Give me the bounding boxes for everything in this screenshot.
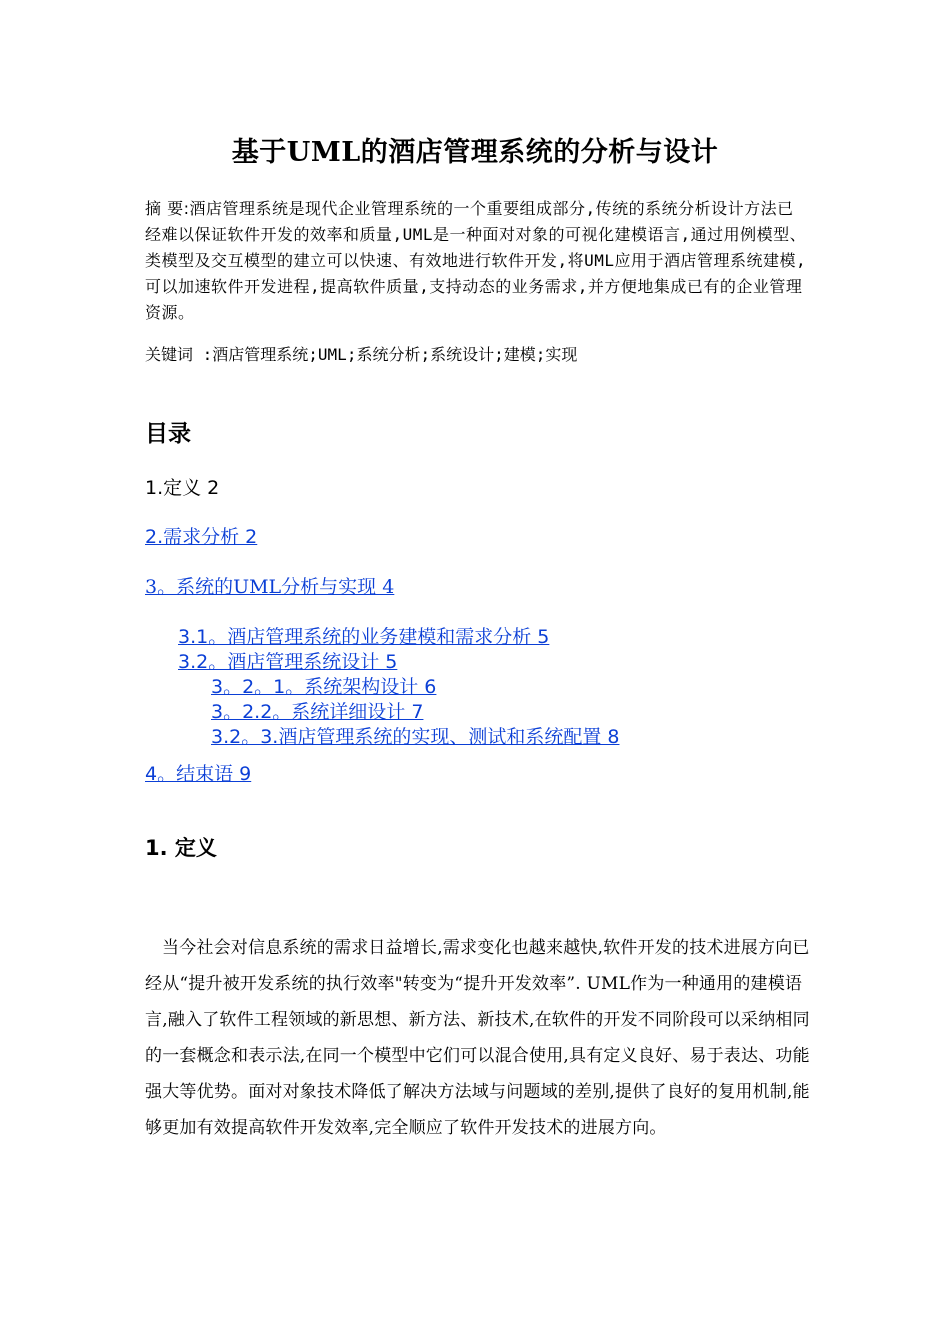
toc-item-definition: 1.定义 2 — [145, 477, 220, 499]
toc-link-implementation[interactable]: 3.2。3.酒店管理系统的实现、测试和系统配置 8 — [211, 726, 620, 748]
toc-title: 目录 — [145, 421, 191, 447]
toc-link-requirements[interactable]: 2.需求分析 2 — [145, 526, 258, 548]
toc-link-business-modeling[interactable]: 3.1。酒店管理系统的业务建模和需求分析 5 — [178, 626, 550, 648]
toc-link-conclusion[interactable]: 4。结束语 9 — [145, 763, 252, 785]
keywords-text: :酒店管理系统;UML;系统分析;系统设计;建模;实现 — [193, 345, 578, 364]
toc-link-detailed-design[interactable]: 3。2.2。系统详细设计 7 — [211, 701, 424, 723]
abstract-label: 摘 要: — [145, 199, 190, 218]
abstract-text: 酒店管理系统是现代企业管理系统的一个重要组成部分,传统的系统分析设计方法已经难以保证软件开发的效率和质量,UML是一种面对对象的可视化建模语言,通过用例模型、类模型及交互模型的建立可以快速、有效地进行软件开发,将UML应用于酒店管理系统建模,可以加速软件开发进程,提高软件质量,支持动态的业务需求,并方便地集成已有的企业管理资源。 — [145, 199, 807, 322]
toc-link-architecture-design[interactable]: 3。2。1。系统架构设计 6 — [211, 676, 437, 698]
toc-link-system-design[interactable]: 3.2。酒店管理系统设计 5 — [178, 651, 398, 673]
keywords-label: 关键词 — [145, 345, 194, 364]
section-paragraph: 当今社会对信息系统的需求日益增长,需求变化也越来越快,软件开发的技术进展方向已经从“提升被开发系统的执行效率"转变为“提升开发效率”. UML作为一种通用的建模语言,融入了软件工程领域的新思想、新方法、新技术,在软件的开发不同阶段可以采纳相同的一套概念和表示法,在同一个模型中它们可以混合使用,具有定义良好、易于表达、功能强大等优势。面对对象技术降低了解决方法域与问题域的差别,提供了良好的复用机制,能够更加有效提高软件开发效率,完全顺应了软件开发技术的进展方向。 — [145, 938, 810, 1138]
section-heading-definition: 1. 定义 — [145, 836, 217, 860]
toc-link-uml-analysis[interactable]: 3。系统的UML分析与实现 4 — [145, 576, 395, 598]
document-title: 基于UML的酒店管理系统的分析与设计 — [231, 137, 719, 168]
keywords-line — [145, 342, 810, 368]
abstract-paragraph — [145, 196, 810, 326]
